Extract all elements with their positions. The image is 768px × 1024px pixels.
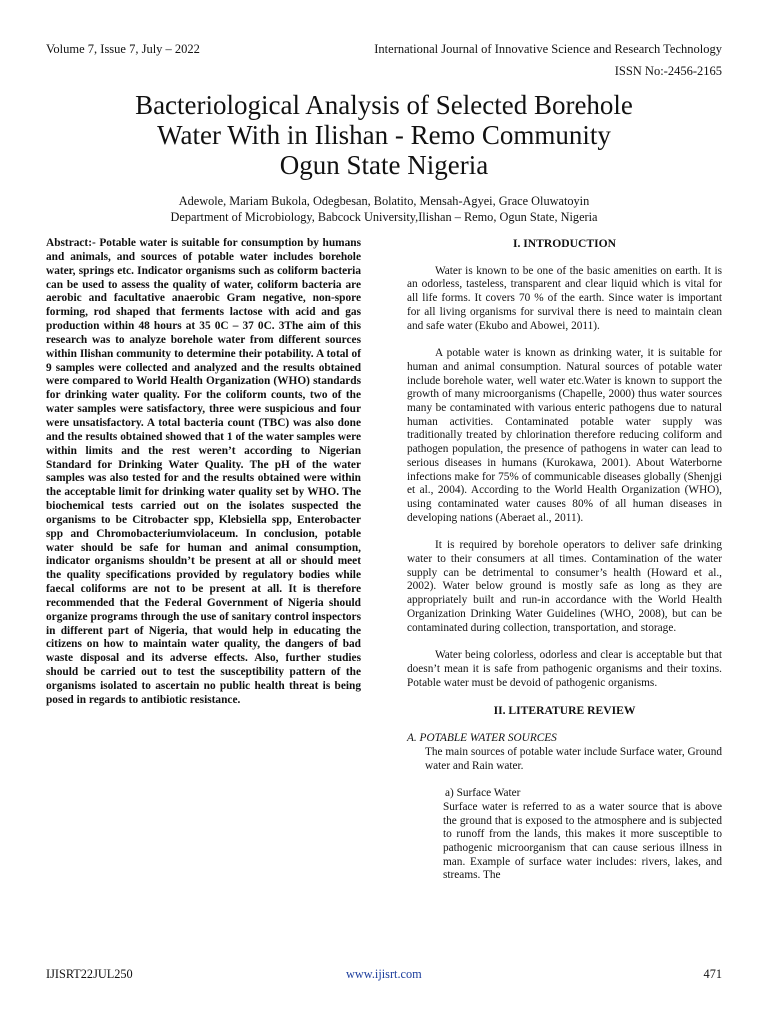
surface-water-text: Surface water is referred to as a water source that is above the ground that is exposed to the atmosphere and is subjected to runoff from the lands, this makes it more susceptible to pathogenic microorganism that can cause serious illness in man. Example of surface water includes: rivers, lakes, and streams. The <box>443 800 722 882</box>
potable-water-sources-heading: A. POTABLE WATER SOURCES <box>407 732 557 745</box>
abstract-column <box>46 237 361 708</box>
page-number: 471 <box>703 967 722 981</box>
journal-website-link[interactable]: www.ijisrt.com <box>346 967 422 981</box>
surface-water-label: a) Surface Water <box>445 787 521 800</box>
authors: Adewole, Mariam Bukola, Odegbesan, Bolatito, Mensah-Agyei, Grace Oluwatoyin <box>178 194 590 208</box>
intro-paragraph-1: Water is known to be one of the basic amenities on earth. It is an odorless, tasteless, transparent and clear liquid which is vital for all life forms. It covers 70 % of the earth. Since water is important for all living organisms for survival there is need to maintain clean and safe water (Ekubo and Abowei, 2011). <box>407 264 722 332</box>
body-column <box>407 237 722 883</box>
intro-paragraph-3: It is required by borehole operators to deliver safe drinking water to their consumers at all times. Contamination of the water supply can be detrimental to consumer’s health (Howard et al., 2002). Water below ground is mostly safe as long as they are appropriately built and run-in accordance with the World Health Organization Drinking Water Guidelines (WHO, 2008), but can be contaminated during collection, transportation, and storage. <box>407 539 722 634</box>
title-line-1: Bacteriological Analysis of Selected Borehole <box>135 90 633 120</box>
abstract-text: Abstract:- Potable water is suitable for consumption by humans and animals, and sources of potable water includes borehole water, springs etc. Indicator organisms such as coliform bacteria can be used to assess the quality of water, coliform bacteria are aerobic and facultative anaerobic Gram negative, non-spore forming, rod shaped that ferments lactose with acid and gas production within 48 hours at 35 0C – 37 0C. 3The aim of this research was to analyze borehole water from different sources within Ilishan community to determine their potability. A total of 9 samples were collected and analyzed and the results obtained were compared to World Health Organization (WHO) standards for drinking water quality. For the coliform counts, two of the water samples were satisfactory, three were suspicious and four were unsatisfactory. A total bacteria count (TBC) was also done and the results obtained showed that 1 of the water samples were within limits and the rest weren’t according to Nigerian Standard for Drinking Water Quality. The pH of the water samples was also tested for and the results obtained were within the acceptable limit for drinking water quality set by WHO. The biochemical tests carried out on the isolates suspected the organisms to be Citrobacter spp, Klebsiella spp, Enterobacter spp and Chromobacteriumviolaceum. In conclusion, potable water should be safe for human and animal consumption, indicator organisms shouldn’t be present at all or should meet the quality specifications provided by regulatory bodies while faecal coliforms are not to be present at all. It is therefore recommended that the Federal Government of Nigeria should organize programs through the use of sanitary control inspectors in different part of Nigeria, that would help in educating the citizens on how to maintain water quality, the dangers of bad waste disposal and its adverse effects. Also, further studies should be carried out to test the susceptibility pattern of the organisms isolated to ascertain no public health threat is being posed in regards to antibiotic resistance. <box>46 237 361 706</box>
title-line-3: Ogun State Nigeria <box>279 150 489 180</box>
intro-paragraph-2: A potable water is known as drinking water, it is suitable for human and animal consumption. Natural sources of potable water include borehole water, well water etc.Water is known to support the growth of many microorganisms (Chapelle, 2000) thus water sources many be contaminated with various enteric pathogens due to natural human activities. Contaminated potable water supply was traditionally treated by chlorination therefore reducing coliform and pathogen population, the presence of pathogens in water can lead to serious diseases in humans (Kurokawa, 2001). About Waterborne infections make for 75% of communicable diseases globally (Shenjgi et al., 2004). According to the World Health Organization (WHO), using contaminated water causes 80% of all human diseases in developing nations (Aberaet al., 2011). <box>407 347 722 524</box>
article-code: IJISRT22JUL250 <box>46 967 133 981</box>
affiliation: Department of Microbiology, Babcock University,Ilishan – Remo, Ogun State, Nigeria <box>170 210 598 224</box>
title-line-2: Water With in Ilishan - Remo Community <box>157 120 611 150</box>
paper-title <box>60 90 708 180</box>
journal-volume: Volume 7, Issue 7, July – 2022 <box>46 42 200 56</box>
potable-water-sources-text: The main sources of potable water include Surface water, Ground water and Rain water. <box>425 745 722 772</box>
issn: ISSN No:-2456-2165 <box>614 64 722 78</box>
literature-review-heading: II. LITERATURE REVIEW <box>493 704 636 718</box>
journal-name: International Journal of Innovative Science and Research Technology <box>374 42 722 56</box>
intro-paragraph-4: Water being colorless, odorless and clear is acceptable but that doesn’t mean it is safe from pathogenic organisms and their toxins. Potable water must be devoid of pathogenic organisms. <box>407 649 722 689</box>
introduction-heading: I. INTRODUCTION <box>512 237 617 250</box>
